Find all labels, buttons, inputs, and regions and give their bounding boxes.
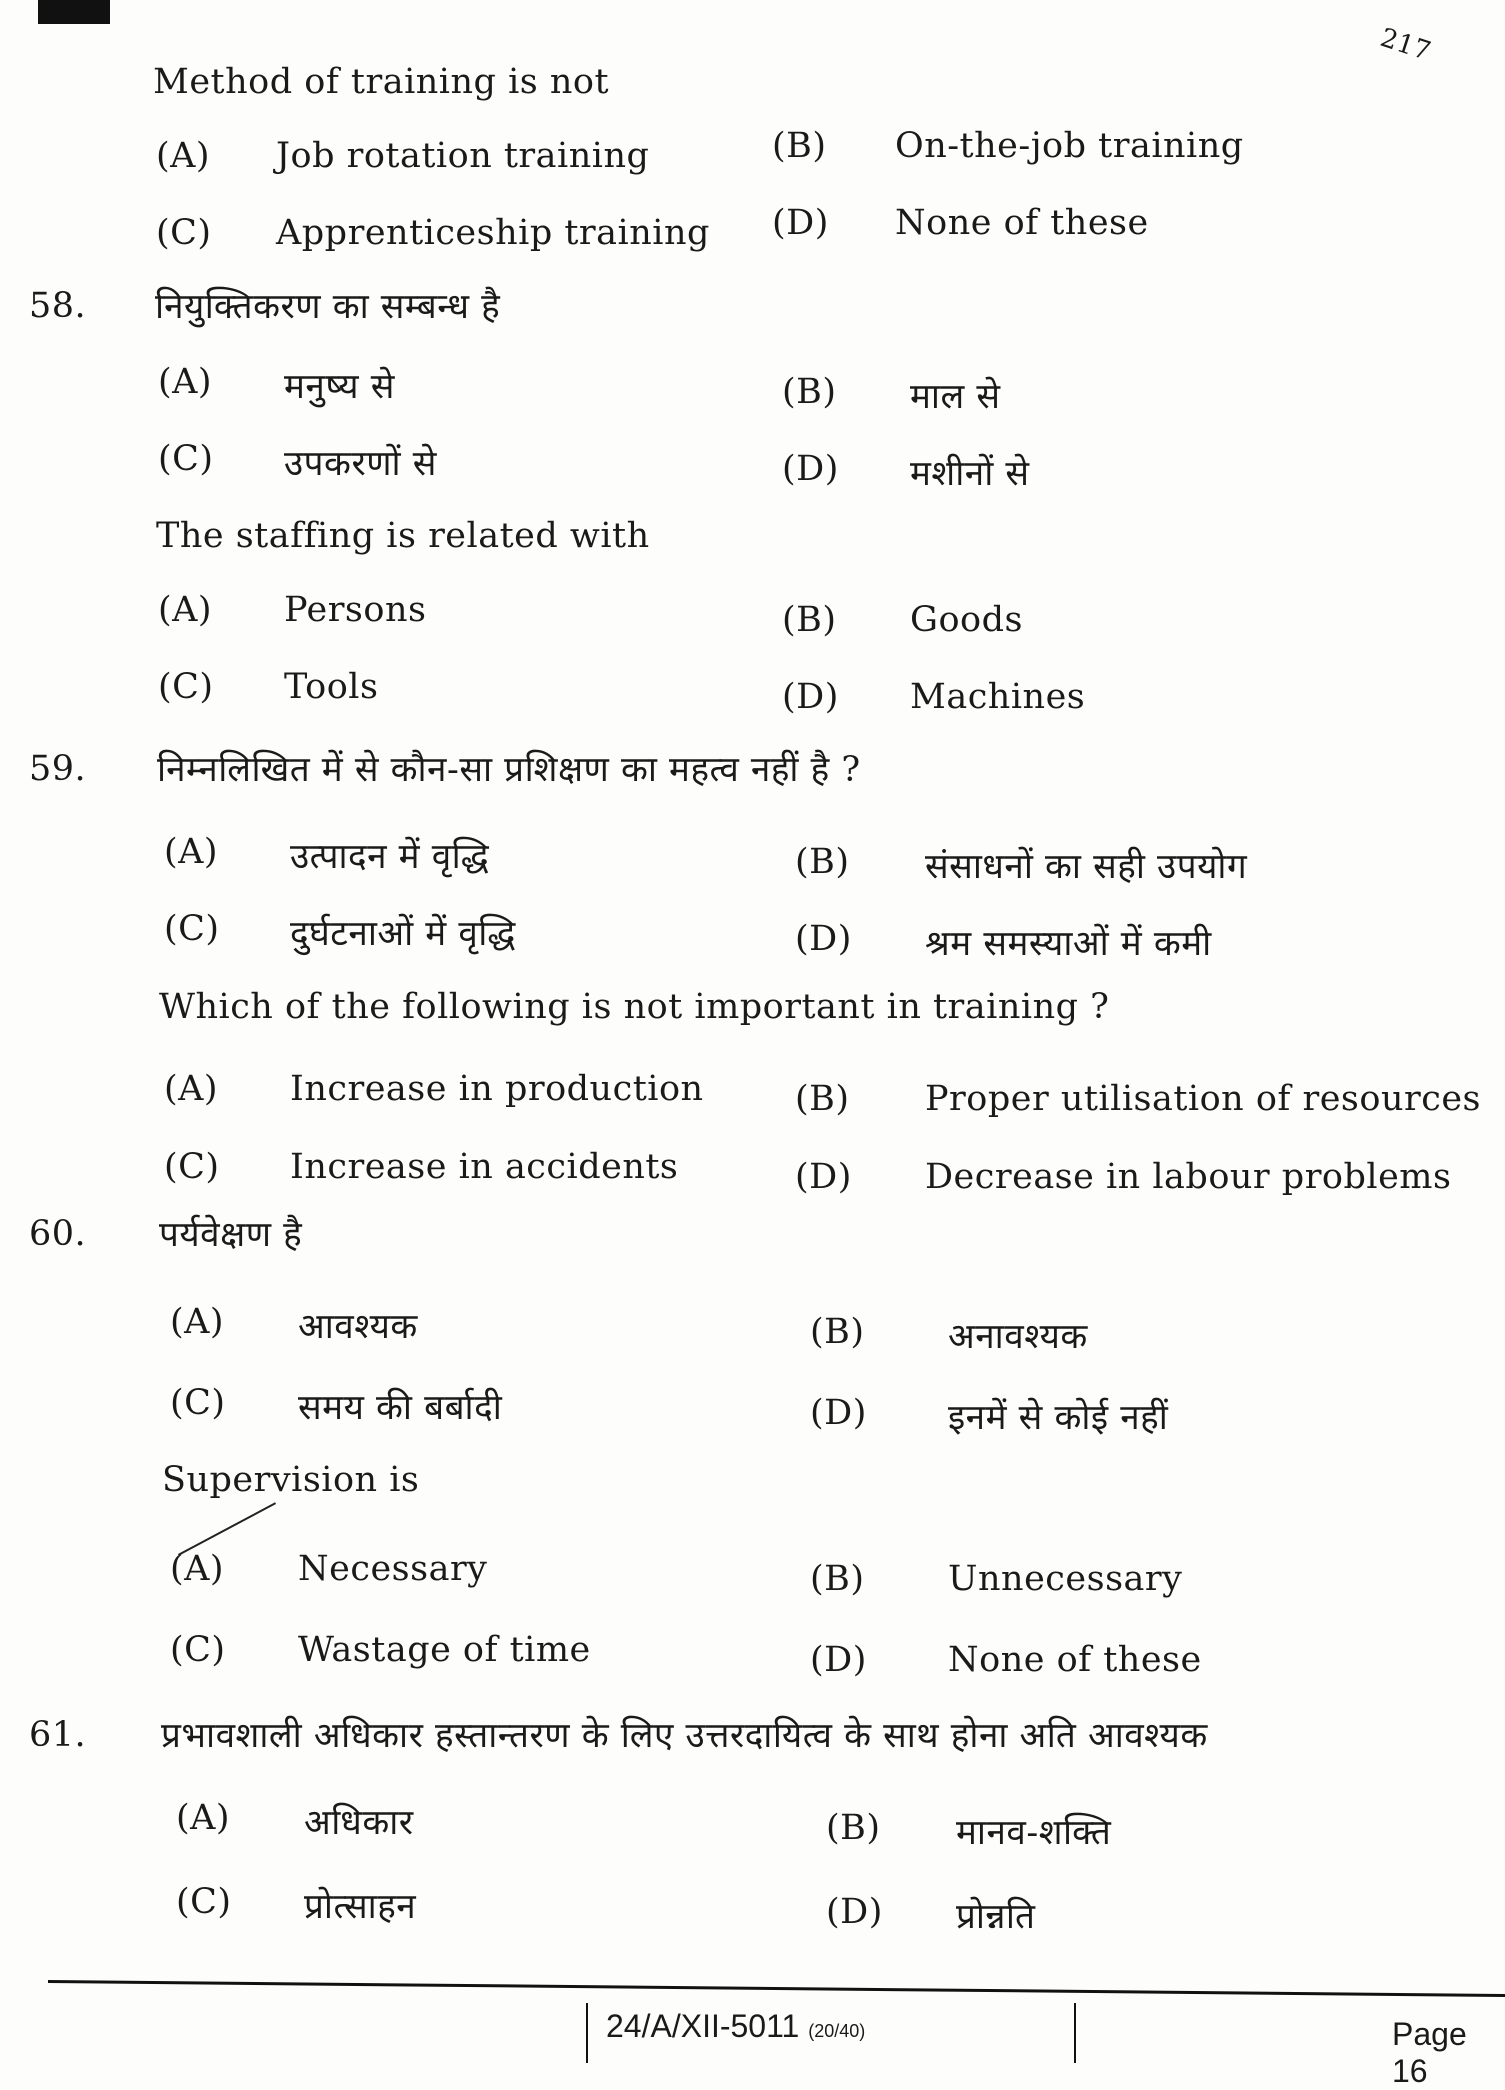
option-label: (A) — [156, 136, 211, 176]
option-label: (B) — [826, 1808, 881, 1848]
question-number: 59. — [29, 749, 87, 789]
option-label: (B) — [782, 600, 837, 640]
question-number: 58. — [29, 286, 87, 326]
option-text-hindi: श्रम समस्याओं में कमी — [925, 924, 1212, 964]
option-text-hindi: उत्पादन में वृद्धि — [290, 837, 490, 877]
option-text-hindi: अनावश्यक — [948, 1317, 1088, 1357]
question-text-english: Which of the following is not important in training ? — [159, 987, 1110, 1027]
option-text-hindi: उपकरणों से — [284, 444, 437, 484]
option-label: (D) — [772, 203, 829, 243]
option-label: (B) — [795, 842, 850, 882]
option-text-english: Necessary — [298, 1549, 488, 1589]
option-text-english: Wastage of time — [298, 1630, 591, 1670]
footer-code-text: 24/A/XII-5011 — [606, 2008, 800, 2044]
question-text-hindi: नियुक्तिकरण का सम्बन्ध है — [155, 287, 501, 327]
option-label: (D) — [782, 449, 839, 489]
option-label: (D) — [795, 919, 852, 959]
page-mark: 217 — [1376, 22, 1435, 68]
option-label: (D) — [826, 1892, 883, 1932]
option-text-hindi: मानव-शक्ति — [956, 1813, 1112, 1853]
option-text-english: Tools — [284, 667, 379, 707]
option-text-hindi: आवश्यक — [298, 1307, 418, 1347]
option-text-english: Machines — [910, 677, 1086, 717]
option-label: (A) — [164, 1069, 219, 1109]
option-text-english: Increase in accidents — [290, 1147, 679, 1187]
option-label: (B) — [795, 1079, 850, 1119]
footer-rule — [48, 1980, 1505, 1997]
option-label: (A) — [170, 1302, 225, 1342]
option-label: (A) — [170, 1549, 225, 1589]
option-text-english: Apprenticeship training — [276, 213, 710, 253]
option-label: (D) — [782, 677, 839, 717]
option-text-hindi: माल से — [910, 377, 1001, 417]
option-label: (C) — [156, 213, 212, 253]
option-text-english: Unnecessary — [948, 1559, 1183, 1599]
option-label: (D) — [795, 1157, 852, 1197]
option-text-hindi: अधिकार — [304, 1803, 414, 1843]
option-text-hindi: संसाधनों का सही उपयोग — [925, 847, 1248, 887]
option-text-english: Persons — [284, 590, 427, 630]
option-label: (B) — [772, 126, 827, 166]
question-text-english: The staffing is related with — [156, 516, 650, 556]
option-label: (A) — [158, 362, 213, 402]
option-text-english: On-the-job training — [895, 126, 1244, 166]
option-text-hindi: मशीनों से — [910, 454, 1030, 494]
question-text-english: Supervision is — [162, 1460, 420, 1500]
option-label: (B) — [810, 1312, 865, 1352]
option-text-english: Decrease in labour problems — [925, 1157, 1452, 1197]
option-label: (B) — [810, 1559, 865, 1599]
option-text-english: Proper utilisation of resources — [925, 1079, 1482, 1119]
tick-mark — [178, 1502, 276, 1555]
option-text-english: Goods — [910, 600, 1023, 640]
option-label: (D) — [810, 1393, 867, 1433]
option-label: (A) — [158, 590, 213, 630]
option-label: (C) — [158, 667, 214, 707]
option-text-english: None of these — [895, 203, 1149, 243]
question-number: 60. — [29, 1214, 87, 1254]
option-label: (C) — [164, 1147, 220, 1187]
option-label: (C) — [158, 439, 214, 479]
option-text-hindi: प्रोत्साहन — [304, 1887, 417, 1927]
option-text-hindi: समय की बर्बादी — [298, 1388, 503, 1428]
option-label: (C) — [170, 1630, 226, 1670]
footer-sub: (20/40) — [808, 2021, 866, 2041]
option-text-english: None of these — [948, 1640, 1202, 1680]
option-label: (C) — [170, 1383, 226, 1423]
option-label: (C) — [164, 909, 220, 949]
option-text-hindi: दुर्घटनाओं में वृद्धि — [290, 914, 516, 954]
option-text-english: Job rotation training — [276, 136, 650, 176]
option-text-hindi: मनुष्य से — [284, 367, 395, 407]
option-label: (A) — [164, 832, 219, 872]
option-label: (C) — [176, 1882, 232, 1922]
question-text-hindi: पर्यवेक्षण है — [159, 1215, 303, 1255]
page-corner-badge — [38, 0, 110, 24]
question-text-hindi: प्रभावशाली अधिकार हस्तान्तरण के लिए उत्तरदायित्व के साथ होना अति आवश्यक — [161, 1716, 1208, 1756]
footer-page: Page 16 — [1392, 2016, 1467, 2089]
question-text-english: Method of training is not — [153, 62, 610, 102]
option-label: (A) — [176, 1798, 231, 1838]
option-text-english: Increase in production — [290, 1069, 704, 1109]
question-text-hindi: निम्नलिखित में से कौन-सा प्रशिक्षण का महत्व नहीं है ? — [157, 750, 861, 790]
footer-code — [606, 2008, 865, 2045]
option-text-hindi: इनमें से कोई नहीं — [948, 1398, 1169, 1438]
question-number: 61. — [29, 1715, 87, 1755]
option-label: (D) — [810, 1640, 867, 1680]
option-label: (B) — [782, 372, 837, 412]
option-text-hindi: प्रोन्नति — [956, 1897, 1036, 1937]
